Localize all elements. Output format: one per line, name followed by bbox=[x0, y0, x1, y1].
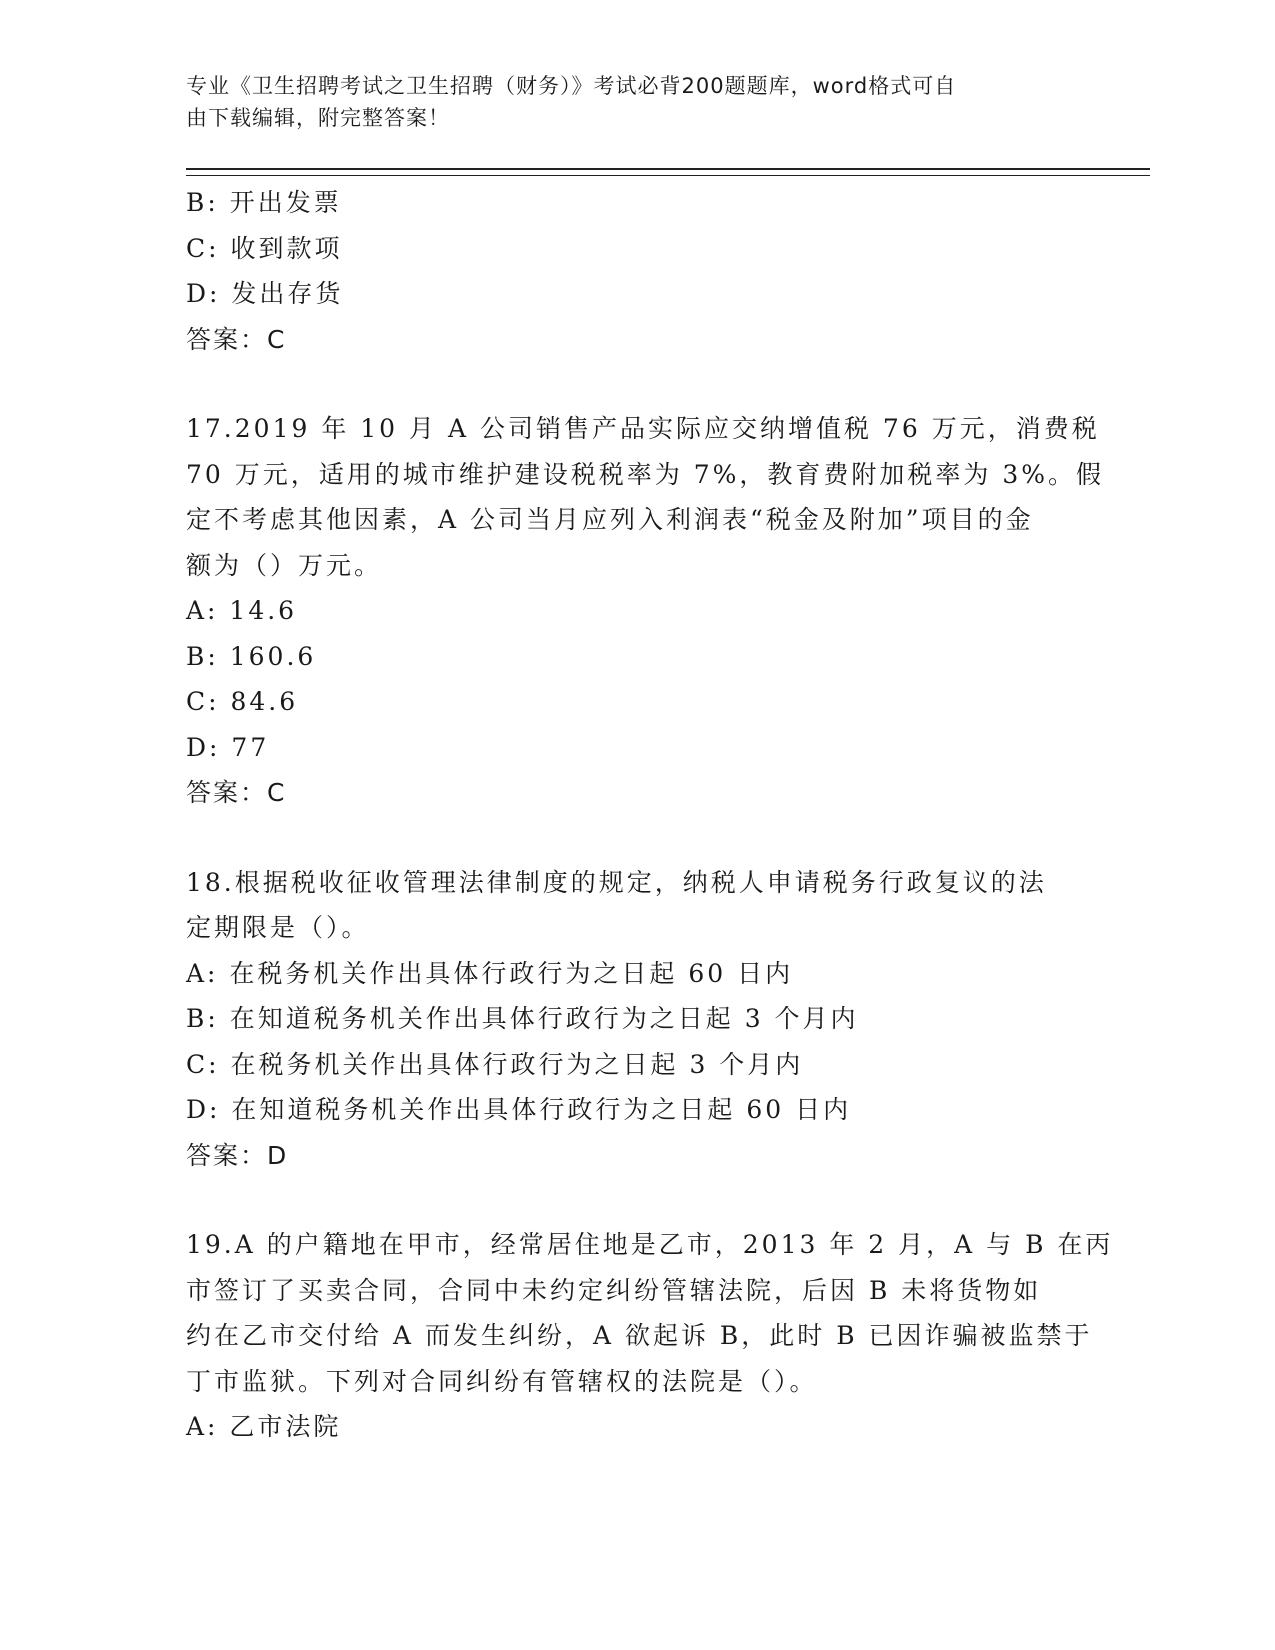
option-d: D: 发出存货 bbox=[186, 279, 344, 308]
option-b: B: 开出发票 bbox=[186, 188, 342, 217]
option-a: A: 乙市法院 bbox=[186, 1412, 342, 1441]
option-b: B: 在知道税务机关作出具体行政行为之日起 3 个月内 bbox=[186, 1004, 859, 1033]
option-b: B: 160.6 bbox=[186, 641, 317, 671]
question-text-line: 市签订了买卖合同，合同中未约定纠纷管辖法院，后因 B 未将货物如 bbox=[186, 1275, 1042, 1305]
carryover-question bbox=[186, 180, 1146, 362]
option-c: C: 84.6 bbox=[186, 687, 299, 716]
document-page bbox=[186, 70, 1146, 1450]
question-text-line: 17.2019 年 10 月 A 公司销售产品实际应交纳增值税 76 万元，消费税 bbox=[186, 414, 1100, 443]
answer: 答案：C bbox=[186, 324, 287, 354]
option-d: D: 77 bbox=[186, 732, 270, 762]
header-divider bbox=[186, 168, 1150, 176]
option-a: A: 在税务机关作出具体行政行为之日起 60 日内 bbox=[186, 958, 794, 988]
question-text-line: 18.根据税收征收管理法律制度的规定，纳税人申请税务行政复议的法 bbox=[186, 867, 1047, 897]
question-text-line: 定不考虑其他因素，A 公司当月应列入利润表“税金及附加”项目的金 bbox=[186, 505, 1034, 534]
question-text-line: 丁市监狱。下列对合同纠纷有管辖权的法院是（）。 bbox=[186, 1366, 818, 1396]
option-d: D: 在知道税务机关作出具体行政行为之日起 60 日内 bbox=[186, 1095, 852, 1124]
question-text-line: 定期限是（）。 bbox=[186, 913, 370, 942]
option-c: C: 收到款项 bbox=[186, 233, 343, 263]
answer: 答案：D bbox=[186, 1140, 289, 1170]
document-header bbox=[186, 70, 1146, 134]
question-19 bbox=[186, 1222, 1146, 1450]
answer: 答案：C bbox=[186, 778, 287, 807]
option-c: C: 在税务机关作出具体行政行为之日起 3 个月内 bbox=[186, 1049, 804, 1079]
option-a: A: 14.6 bbox=[186, 596, 298, 625]
question-18 bbox=[186, 860, 1146, 1179]
question-text-line: 约在乙市交付给 A 而发生纠纷，A 欲起诉 B，此时 B 已因诈骗被监禁于 bbox=[186, 1321, 1093, 1350]
header-line: 由下载编辑，附完整答案！ bbox=[186, 106, 450, 130]
question-text-line: 70 万元，适用的城市维护建设税税率为 7%，教育费附加税率为 3%。假 bbox=[186, 459, 1104, 489]
question-text-line: 19.A 的户籍地在甲市，经常居住地是乙市，2013 年 2 月，A 与 B 在丙 bbox=[186, 1230, 1114, 1259]
header-line: 专业《卫生招聘考试之卫生招聘（财务）》考试必背200题题库，word格式可自 bbox=[186, 74, 957, 98]
question-17 bbox=[186, 406, 1146, 816]
question-text-line: 额为（）万元。 bbox=[186, 550, 383, 580]
